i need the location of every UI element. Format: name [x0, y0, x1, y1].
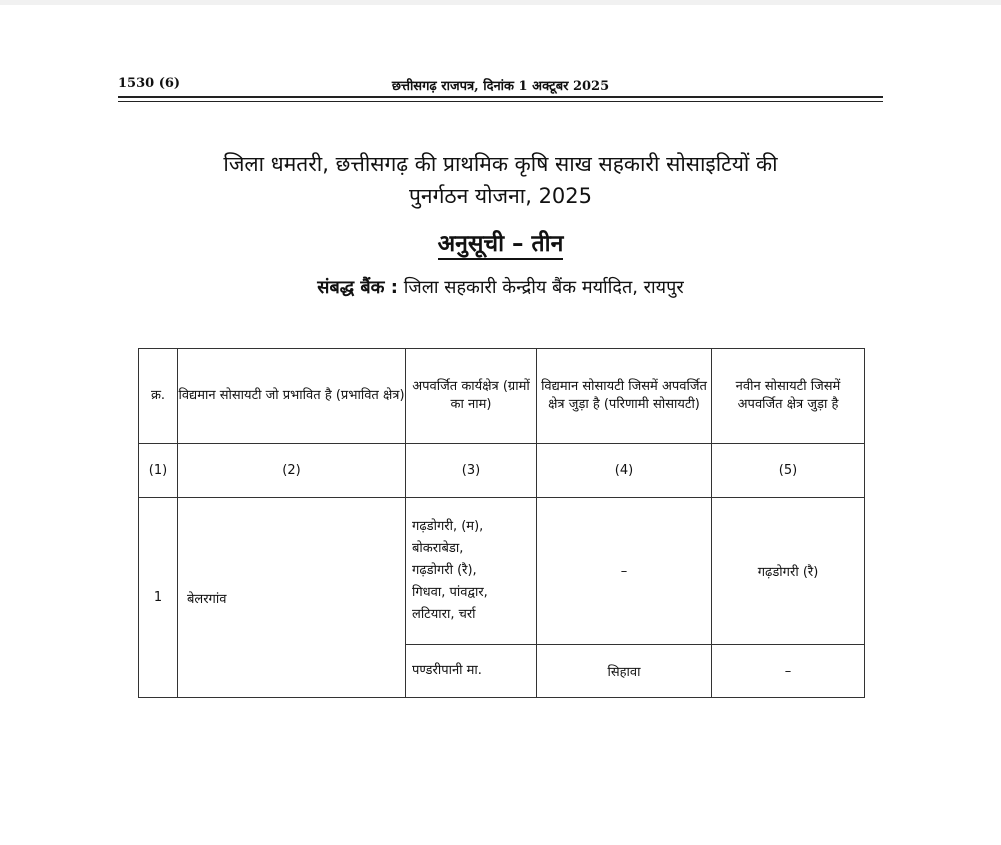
schedule-table — [138, 348, 865, 698]
resulting-society-cell: – — [537, 498, 712, 645]
col-header-serial: क्र. — [139, 349, 178, 444]
village-line: गढ़डोगरी (रै), — [412, 563, 477, 578]
running-header — [118, 74, 883, 94]
bank-label: संबद्ध बैंक : — [317, 277, 398, 298]
new-society-cell: – — [712, 645, 865, 698]
village-line: गिधवा, पांवद्वार, — [412, 585, 488, 600]
excluded-villages-cell — [406, 498, 537, 645]
document-title-line-1: जिला धमतरी, छत्तीसगढ़ की प्राथमिक कृषि साख सहकारी सोसाइटियों की — [223, 152, 778, 176]
col-number: (2) — [178, 444, 406, 498]
schedule-heading-text: अनुसूची – तीन — [438, 231, 564, 260]
village-line: लटियारा, चर्रा — [412, 607, 476, 622]
col-number: (3) — [406, 444, 537, 498]
page-number: 1530 (6) — [118, 76, 181, 91]
bank-name: जिला सहकारी केन्द्रीय बैंक मर्यादित, रायपुर — [403, 277, 684, 298]
village-line: बोकराबेडा, — [412, 541, 464, 556]
affiliated-bank — [0, 275, 1001, 299]
col-number: (4) — [537, 444, 712, 498]
top-strip — [0, 0, 1001, 5]
schedule-heading — [0, 226, 1001, 258]
village-line: गढ़डोगरी, (म), — [412, 519, 484, 534]
gazette-line: छत्तीसगढ़ राजपत्र, दिनांक 1 अक्टूबर 2025 — [391, 79, 610, 94]
existing-society-cell: बेलरगांव — [178, 498, 406, 698]
col-header-new-society: नवीन सोसायटी जिसमें अपवर्जित क्षेत्र जुड़ा है — [712, 349, 865, 444]
header-rule-thin — [118, 101, 883, 102]
new-society-cell: गढ़डोगरी (रै) — [712, 498, 865, 645]
col-number: (5) — [712, 444, 865, 498]
resulting-society-cell: सिहावा — [537, 645, 712, 698]
col-header-existing-society: विद्यमान सोसायटी जो प्रभावित है (प्रभावित क्षेत्र) — [178, 349, 406, 444]
column-number-row — [139, 444, 865, 498]
serial-number-cell: 1 — [139, 498, 178, 698]
header-rule-thick — [118, 96, 883, 98]
excluded-villages-cell: पण्डरीपानी मा. — [406, 645, 537, 698]
col-header-excluded-area: अपवर्जित कार्यक्षेत्र (ग्रामों का नाम) — [406, 349, 537, 444]
col-header-resulting-society: विद्यमान सोसायटी जिसमें अपवर्जित क्षेत्र जुड़ा है (परिणामी सोसायटी) — [537, 349, 712, 444]
header-row — [139, 349, 865, 444]
col-number: (1) — [139, 444, 178, 498]
document-title-line-2: पुनर्गठन योजना, 2025 — [408, 184, 593, 208]
table-row — [139, 498, 865, 645]
